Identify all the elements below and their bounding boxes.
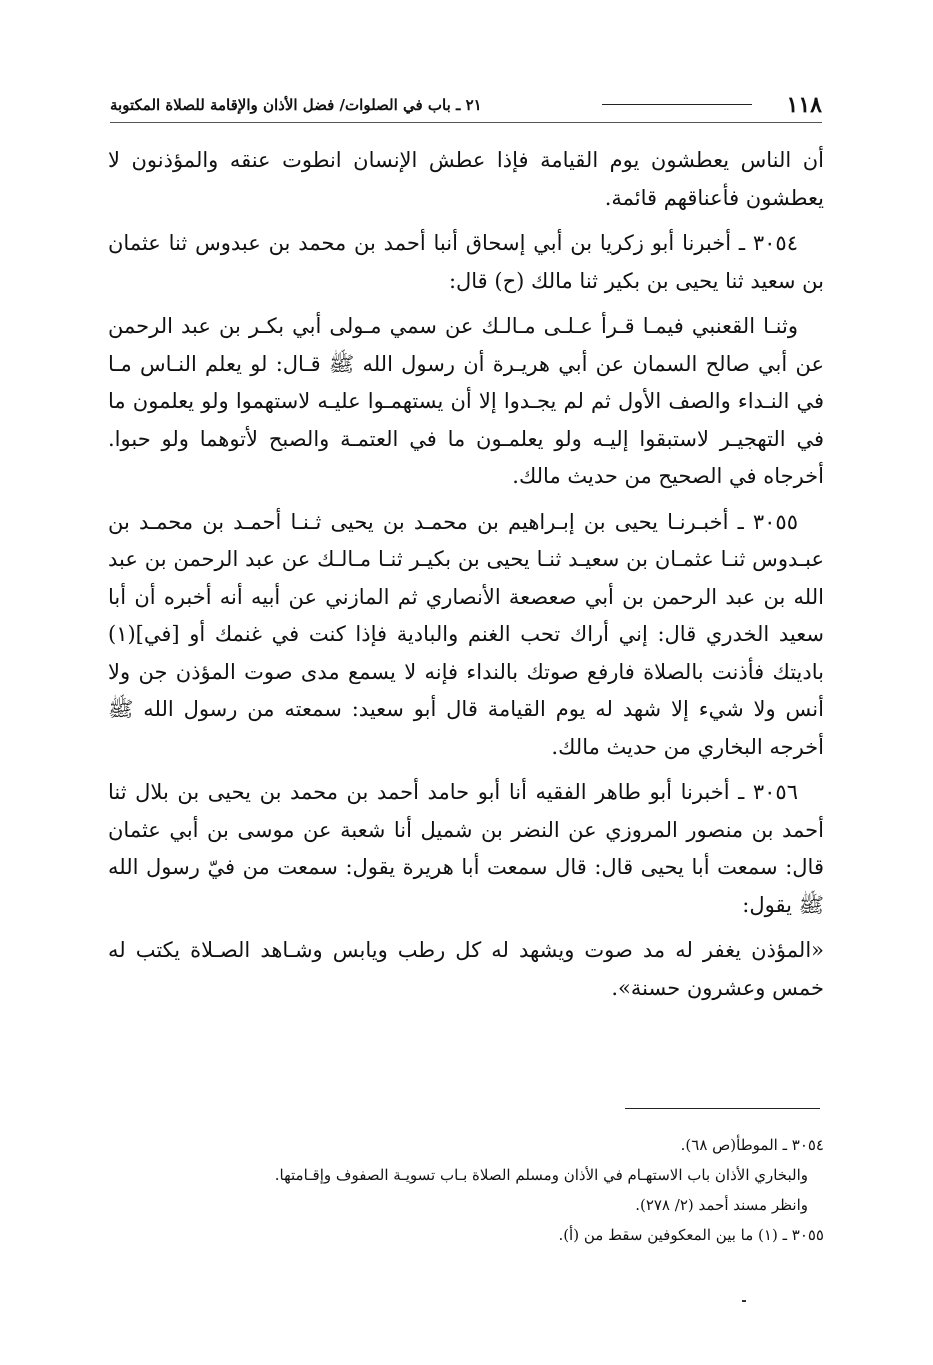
main-text [108,142,824,1015]
header-rule [602,104,752,105]
hadith-3055: ٣٠٥٥ ـ أخبـرنـا يحيى بن إبـراهيم بن محمـد بن يحيى ثـنـا أحمـد بن محمـد بن عبـدوس ثنـا عثمـان بن سعيـد ثنـا يحيى بن بكيـر ثنـا مـالـك عن عبد الرحمن بن عبد الله بن عبد الرحمن بن أبي صعصعة الأنصاري ثم المازني عن أبيه أنه أخبره أن أبا سعيد الخدري قال: إني أراك تحب الغنم والبادية فإذا كنت في غنمك أو [في](١) باديتك فأذنت بالصلاة فارفع صوتك بالنداء فإنه لا يسمع مدى صوت المؤذن جن ولا أنس ولا شيء إلا شهد له يوم القيامة قال أبو سعيد: سمعته من رسول الله ﷺ أخرجه البخاري من حديث مالك. [108,509,824,759]
footnote-3055: ٣٠٥٥ ـ (١) ما بين المعكوفين سقط من (أ). [558,1226,824,1244]
header-underline [110,122,822,123]
hadith-3056-quote: «المؤذن يغفر له مد صوت ويشهد له كل رطب ويابس وشـاهد الصـلاة يكتب له خمس وعشرون حسنة». [108,938,824,1000]
page-number: ١١٨ [786,92,822,118]
paragraph-continuation: أن الناس يعطشون يوم القيامة فإذا عطش الإنسان انطوت عنقه والمؤذنون لا يعطشون فأعناقهم قائمة. [108,148,824,210]
chapter-title: ٢١ ـ باب في الصلوات/ فضل الأذان والإقامة للصلاة المكتوبة [110,96,482,114]
hadith-3054-continued: وثنـا القعنبي فيمـا قـرأ عـلـى مـالـك عن سمي مـولى أبي بكـر بن عبد الرحمن عن أبي صالح السمان عن أبي هريـرة أن رسول الله ﷺ قـال: لو يعلم النـاس مـا في النـداء والصف الأول ثم لم يجـدوا إلا أن يستهمـوا عليـه لاستهموا ولو يعلمون ما في التهجيـر لاستبقوا إليـه ولو يعلمـون ما في العتمـة والصبح لأتوهما ولو حبوا. أخرجاه في الصحيح من حديث مالك. [108,314,824,488]
footnote-separator [625,1108,820,1109]
footnotes [108,1130,824,1250]
hadith-3054: ٣٠٥٤ ـ أخبرنا أبو زكريا بن أبي إسحاق أنبا أحمد بن محمد بن عبدوس ثنا عثمان بن سعيد ثنا يحيى بن بكير ثنا مالك (ح) قال: [108,231,824,293]
footnote-3054: ٣٠٥٤ ـ الموطأ(ص ٦٨). [680,1136,824,1154]
footnote-3054-bukhari: والبخاري الأذان باب الاستهـام في الأذان ومسلم الصلاة بـاب تسويـة الصفوف وإقـامتها. [274,1166,808,1184]
footnote-3054-ahmad: وانظر مسند أحمد (٢/ ٢٧٨). [635,1196,808,1214]
hadith-3056: ٣٠٥٦ ـ أخبرنا أبو طاهر الفقيه أنا أبو حامد أحمد بن محمد بن يحيى بن بلال ثنا أحمد بن منصور المروزي عن النضر بن شميل أنا شعبة عن موسى بن أبي عثمان قال: سمعت أبا يحيى قال: قال سمعت أبا هريرة يقول: سمعت من فيّ رسول الله ﷺ يقول: [108,780,824,917]
scan-mark [742,1300,746,1302]
running-header [110,90,822,124]
